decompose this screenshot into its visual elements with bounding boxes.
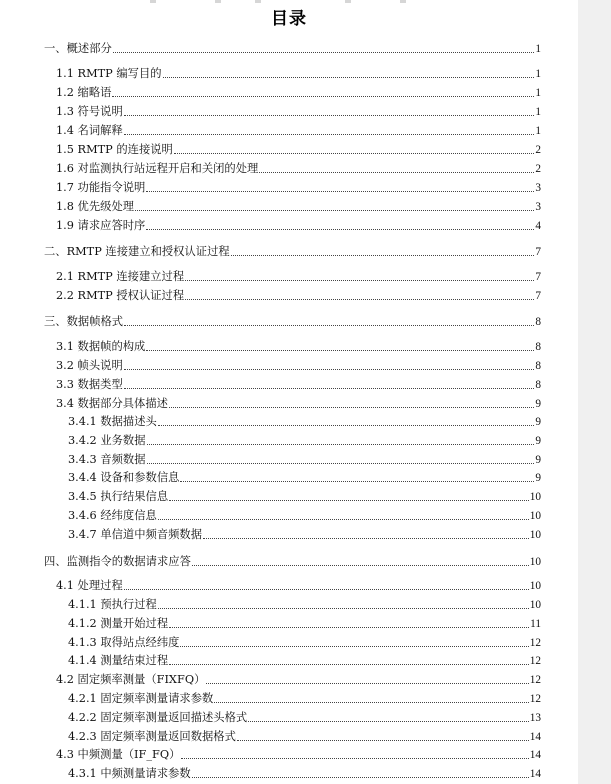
toc-entry-label: 4.3.1 中频测量请求参数 <box>68 767 191 780</box>
dot-leader <box>174 152 535 154</box>
page-marker <box>150 0 156 3</box>
toc-entry-label: 4.3 中频测量（IF_FQ） <box>56 748 181 761</box>
toc-page-number: 10 <box>529 599 541 611</box>
toc-entry-3-4-4[interactable] <box>68 471 541 485</box>
toc-entry-label: 1.7 功能指令说明 <box>56 181 146 194</box>
toc-page-number: 7 <box>535 246 541 258</box>
toc-entry-3-4-3[interactable] <box>68 453 541 467</box>
toc-page-number: 11 <box>530 618 541 630</box>
toc-entry-1-4[interactable] <box>56 124 541 138</box>
toc-entry-label: 4.1.3 取得站点经纬度 <box>68 636 180 649</box>
dot-leader <box>181 757 528 759</box>
toc-entry-label: 二、RMTP 连接建立和授权认证过程 <box>44 245 230 258</box>
toc-entry-1-5[interactable] <box>56 143 541 157</box>
toc-entry-label: 3.3 数据类型 <box>56 378 123 391</box>
toc-page-number: 12 <box>529 693 541 705</box>
page-marker <box>400 0 406 3</box>
toc-entry-label: 4.2.3 固定频率测量返回数据格式 <box>68 730 236 743</box>
toc-page-number: 2 <box>535 163 541 175</box>
toc-page-number: 7 <box>535 271 541 283</box>
toc-page-number: 1 <box>535 43 541 55</box>
toc-entry-1-9[interactable] <box>56 219 541 233</box>
toc-page-number: 12 <box>529 674 541 686</box>
toc-page-number: 9 <box>535 454 541 466</box>
dot-leader <box>124 114 535 116</box>
dot-leader <box>192 776 529 778</box>
toc-entry-label: 1.8 优先级处理 <box>56 200 135 213</box>
toc-entry-label: 3.4.1 数据描述头 <box>68 415 157 428</box>
dot-leader <box>169 626 529 628</box>
toc-entry-label: 4.1.4 测量结束过程 <box>68 654 169 667</box>
toc-entry-label: 一、概述部分 <box>44 42 112 55</box>
viewer-gutter <box>578 0 611 784</box>
toc-page-number: 8 <box>535 316 541 328</box>
dot-leader <box>180 480 534 482</box>
toc-entry-label: 3.4.4 设备和参数信息 <box>68 471 180 484</box>
toc-entry-1-2[interactable] <box>56 86 541 100</box>
page-marker <box>215 0 221 3</box>
dot-leader <box>237 739 529 741</box>
toc-entry-label: 2.1 RMTP 连接建立过程 <box>56 270 185 283</box>
toc-page-number: 14 <box>529 768 541 780</box>
dot-leader <box>259 171 534 173</box>
toc-entry-section-2[interactable] <box>44 245 541 259</box>
dot-leader <box>124 588 529 590</box>
toc-entry-label: 4.1.1 预执行过程 <box>68 598 157 611</box>
toc-entry-2-1[interactable] <box>56 270 541 284</box>
page-marker <box>255 0 261 3</box>
toc-entry-4-2-1[interactable] <box>68 692 541 706</box>
toc-page-number: 10 <box>529 580 541 592</box>
toc-entry-4-1-4[interactable] <box>68 654 541 668</box>
dot-leader <box>158 518 529 520</box>
toc-entry-4-1-3[interactable] <box>68 636 541 650</box>
dot-leader <box>124 324 534 326</box>
toc-entry-label: 1.3 符号说明 <box>56 105 123 118</box>
toc-entry-4-3[interactable] <box>56 748 541 762</box>
toc-entry-3-2[interactable] <box>56 359 541 373</box>
toc-entry-3-1[interactable] <box>56 340 541 354</box>
toc-page-number: 3 <box>535 182 541 194</box>
toc-entry-4-2-3[interactable] <box>68 730 541 744</box>
toc-entry-label: 4.2.2 固定频率测量返回描述头格式 <box>68 711 248 724</box>
dot-leader <box>147 443 535 445</box>
dot-leader <box>203 537 529 539</box>
toc-page-number: 9 <box>535 416 541 428</box>
dot-leader <box>147 462 535 464</box>
toc-page-number: 1 <box>535 68 541 80</box>
toc-entry-label: 3.4.5 执行结果信息 <box>68 490 169 503</box>
dot-leader <box>214 701 528 703</box>
toc-entry-label: 1.4 名词解释 <box>56 124 123 137</box>
toc-page-number: 8 <box>535 379 541 391</box>
toc-entry-4-1-2[interactable] <box>68 617 541 631</box>
toc-entry-2-2[interactable] <box>56 289 541 303</box>
toc-page-number: 2 <box>535 144 541 156</box>
toc-entry-1-3[interactable] <box>56 105 541 119</box>
dot-leader <box>146 349 534 351</box>
toc-entry-3-4-2[interactable] <box>68 434 541 448</box>
dot-leader <box>169 406 534 408</box>
toc-page-number: 1 <box>535 87 541 99</box>
toc-page-number: 12 <box>529 637 541 649</box>
toc-entry-label: 3.4.2 业务数据 <box>68 434 146 447</box>
toc-page-number: 1 <box>535 125 541 137</box>
dot-leader <box>185 279 534 281</box>
dot-leader <box>158 424 535 426</box>
toc-page-number: 10 <box>529 510 541 522</box>
toc-entry-1-7[interactable] <box>56 181 541 195</box>
toc-entry-label: 4.2 固定频率测量（FIXFQ） <box>56 673 206 686</box>
toc-entry-3-4-5[interactable] <box>68 490 541 504</box>
toc-page-number: 10 <box>529 529 541 541</box>
toc-page-number: 12 <box>529 655 541 667</box>
toc-entry-section-3[interactable] <box>44 315 541 329</box>
dot-leader <box>146 228 534 230</box>
toc-page-number: 9 <box>535 472 541 484</box>
dot-leader <box>124 387 535 389</box>
toc-entry-4-3-1[interactable] <box>68 767 541 781</box>
toc-entry-label: 4.1 处理过程 <box>56 579 123 592</box>
dot-leader <box>248 720 529 722</box>
dot-leader <box>135 209 534 211</box>
toc-entry-label: 1.1 RMTP 编写目的 <box>56 67 162 80</box>
toc-page-number: 9 <box>535 398 541 410</box>
dot-leader <box>124 133 535 135</box>
toc-entry-label: 4.1.2 测量开始过程 <box>68 617 169 630</box>
toc-entry-1-1[interactable] <box>56 67 541 81</box>
toc-entry-1-6[interactable] <box>56 162 541 176</box>
dot-leader <box>185 298 534 300</box>
toc-entry-label: 1.6 对监测执行站远程开启和关闭的处理 <box>56 162 259 175</box>
dot-leader <box>192 564 529 566</box>
toc-page-number: 9 <box>535 435 541 447</box>
dot-leader <box>146 190 534 192</box>
toc-entry-4-2[interactable] <box>56 673 541 687</box>
toc-page-number: 3 <box>535 201 541 213</box>
dot-leader <box>180 645 528 647</box>
dot-leader <box>124 368 535 370</box>
toc-entry-3-4-7[interactable] <box>68 528 541 542</box>
dot-leader <box>113 51 535 53</box>
toc-page-number: 4 <box>535 220 541 232</box>
toc-entry-1-8[interactable] <box>56 200 541 214</box>
dot-leader <box>231 254 535 256</box>
toc-entry-3-4[interactable] <box>56 397 541 411</box>
toc-entry-label: 2.2 RMTP 授权认证过程 <box>56 289 185 302</box>
page-title: 目录 <box>271 9 307 29</box>
toc-entry-4-1-1[interactable] <box>68 598 541 612</box>
toc-entry-label: 三、数据帧格式 <box>44 315 124 328</box>
toc-entry-3-4-1[interactable] <box>68 415 541 429</box>
toc-entry-label: 3.4 数据部分具体描述 <box>56 397 168 410</box>
dot-leader <box>169 499 529 501</box>
toc-entry-3-3[interactable] <box>56 378 541 392</box>
toc-page-number: 10 <box>529 556 541 568</box>
toc-entry-label: 3.1 数据帧的构成 <box>56 340 146 353</box>
toc-entry-section-1[interactable] <box>44 42 541 56</box>
toc-entry-label: 3.4.6 经纬度信息 <box>68 509 157 522</box>
toc-page-number: 13 <box>529 712 541 724</box>
toc-entry-4-1[interactable] <box>56 579 541 593</box>
toc-page-number: 8 <box>535 360 541 372</box>
toc-entry-label: 4.2.1 固定频率测量请求参数 <box>68 692 214 705</box>
dot-leader <box>112 95 534 97</box>
toc-page-number: 14 <box>529 749 541 761</box>
toc-entry-label: 1.2 缩略语 <box>56 86 112 99</box>
toc-entry-4-2-2[interactable] <box>68 711 541 725</box>
dot-leader <box>169 663 529 665</box>
toc-entry-label: 四、监测指令的数据请求应答 <box>44 555 191 568</box>
toc-page-number: 8 <box>535 341 541 353</box>
dot-leader <box>158 607 529 609</box>
toc-entry-section-4[interactable] <box>44 555 541 569</box>
dot-leader <box>206 682 528 684</box>
toc-entry-label: 1.5 RMTP 的连接说明 <box>56 143 173 156</box>
page-marker <box>345 0 351 3</box>
toc-entry-3-4-6[interactable] <box>68 509 541 523</box>
toc-page-number: 7 <box>535 290 541 302</box>
dot-leader <box>163 76 535 78</box>
toc-page-number: 14 <box>529 731 541 743</box>
toc-entry-label: 1.9 请求应答时序 <box>56 219 146 232</box>
toc-entry-label: 3.4.3 音频数据 <box>68 453 146 466</box>
toc-page-number: 1 <box>535 106 541 118</box>
toc-page-number: 10 <box>529 491 541 503</box>
toc-entry-label: 3.2 帧头说明 <box>56 359 123 372</box>
toc-entry-label: 3.4.7 单信道中频音频数据 <box>68 528 203 541</box>
